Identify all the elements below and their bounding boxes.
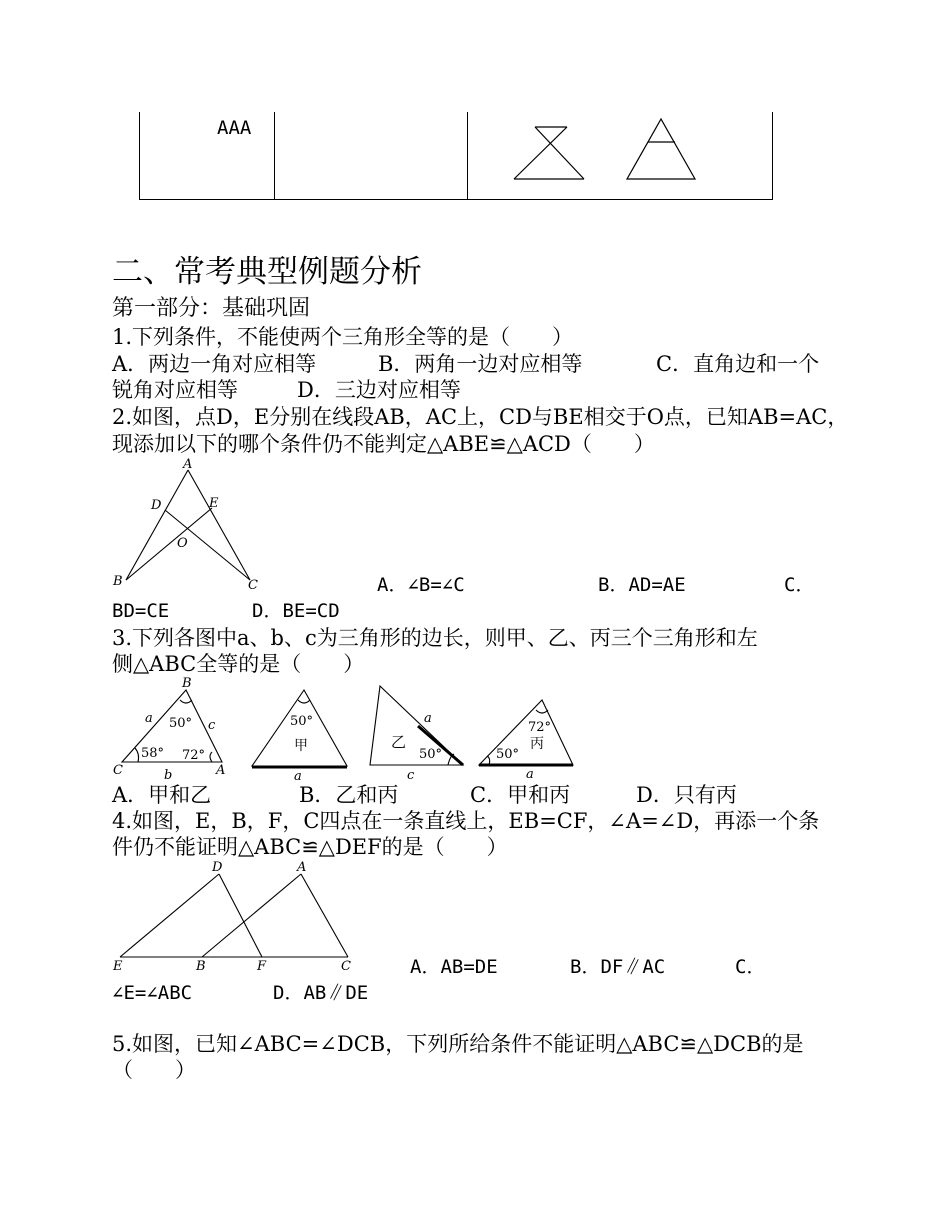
table-border-bottom bbox=[139, 199, 773, 200]
q3-yi-side-c: c bbox=[407, 768, 415, 782]
q2-fig-label-o: O bbox=[177, 536, 188, 551]
q2-option-b: B．AD=AE bbox=[598, 574, 686, 596]
q1-option-b: B．两角一边对应相等 bbox=[378, 352, 583, 376]
table-divider-2 bbox=[467, 112, 468, 200]
q2-fig-label-b: B bbox=[113, 574, 123, 589]
q3-fig-label-c: C bbox=[113, 763, 123, 778]
aaa-figures bbox=[509, 117, 709, 187]
section-title: 二、常考典型例题分析 bbox=[112, 254, 422, 290]
q1-option-a: A．两边一角对应相等 bbox=[112, 352, 317, 376]
q3-yi-side-a: a bbox=[424, 711, 432, 726]
q3-option-b: B．乙和丙 bbox=[299, 783, 399, 807]
table-cell-aaa: AAA bbox=[217, 117, 252, 139]
q4-option-c: C． bbox=[735, 956, 766, 978]
q2-option-d: D．BE=CD bbox=[252, 600, 340, 622]
q3-fig-label-b: B bbox=[182, 676, 192, 691]
q3-fig-angle-72: 72° bbox=[182, 748, 206, 763]
q3-fig-label-a: A bbox=[216, 763, 226, 778]
q4-fig-label-c: C bbox=[341, 959, 351, 974]
q4-stem-line1: 4.如图，E，B，F，C四点在一条直线上，EB=CF，∠A=∠D，再添一个条 bbox=[112, 809, 820, 833]
q3-jia-label: 甲 bbox=[294, 738, 308, 754]
table-divider-1 bbox=[274, 112, 275, 200]
q3-yi-label: 乙 bbox=[391, 733, 407, 751]
q4-option-a: A．AB=DE bbox=[410, 956, 498, 978]
q1-option-c-cont: 锐角对应相等 bbox=[112, 378, 238, 402]
q4-fig-label-f: F bbox=[257, 959, 267, 974]
q2-stem-line2: 现添加以下的哪个条件仍不能判定△ABE≌△ACD（ ） bbox=[112, 432, 655, 456]
q2-fig-label-e: E bbox=[209, 496, 219, 511]
q4-option-d: D．AB∥DE bbox=[273, 982, 369, 1004]
q3-option-a: A．甲和乙 bbox=[112, 783, 212, 807]
q1-stem: 1.下列条件，不能使两个三角形全等的是（ ） bbox=[112, 325, 574, 349]
q5-stem-line1: 5.如图，已知∠ABC=∠DCB，下列所给条件不能证明△ABC≌△DCB的是 bbox=[112, 1032, 804, 1056]
q3-bing-side-a: a bbox=[526, 767, 534, 782]
criteria-table bbox=[139, 112, 773, 200]
q3-bing-label: 丙 bbox=[530, 736, 544, 752]
q2-option-c: C． bbox=[784, 574, 815, 596]
section-subtitle: 第一部分：基础巩固 bbox=[112, 296, 311, 321]
q4-fig-label-a: A bbox=[297, 860, 307, 875]
q3-fig-side-c: c bbox=[208, 718, 216, 733]
q3-stem-line1: 3.下列各图中a、b、c为三角形的边长，则甲、乙、丙三个三角形和左 bbox=[112, 626, 758, 650]
table-border-left bbox=[139, 112, 140, 200]
q2-fig-label-d: D bbox=[151, 498, 162, 513]
q2-option-c-cont: BD=CE bbox=[112, 600, 170, 622]
q2-fig-label-a: A bbox=[183, 458, 193, 472]
q4-fig-label-e: E bbox=[113, 959, 123, 974]
q3-fig-side-a: a bbox=[145, 711, 153, 726]
q2-fig-label-c: C bbox=[248, 578, 258, 592]
q3-jia-angle-50: 50° bbox=[290, 714, 314, 729]
q3-bing-angle-72: 72° bbox=[528, 720, 552, 735]
q2-option-a: A．∠B=∠C bbox=[377, 574, 465, 596]
q3-stem-line2: 侧△ABC全等的是（ ） bbox=[112, 652, 365, 676]
q3-fig-angle-50: 50° bbox=[169, 716, 193, 731]
q1-option-d: D．三边对应相等 bbox=[297, 378, 461, 402]
q4-option-b: B．DF∥AC bbox=[570, 956, 666, 978]
q3-fig-angle-58: 58° bbox=[141, 746, 165, 761]
q3-fig-side-b: b bbox=[164, 768, 173, 782]
q4-fig-label-d: D bbox=[212, 860, 223, 875]
table-border-right bbox=[772, 112, 773, 200]
q3-option-c: C．甲和丙 bbox=[470, 783, 571, 807]
q3-yi-angle-50: 50° bbox=[419, 747, 443, 762]
q1-option-c: C．直角边和一个 bbox=[656, 352, 820, 376]
q3-bing-angle-50: 50° bbox=[496, 747, 520, 762]
q2-stem-line1: 2.如图，点D，E分别在线段AB，AC上，CD与BE相交于O点，已知AB=AC， bbox=[112, 405, 849, 429]
q5-stem-line2: （ ） bbox=[112, 1058, 196, 1082]
q3-jia-side-a: a bbox=[294, 769, 302, 782]
q2-figure bbox=[108, 458, 268, 592]
q4-figure bbox=[108, 858, 360, 976]
q4-option-c-cont: ∠E=∠ABC bbox=[112, 982, 193, 1004]
q3-figure bbox=[108, 676, 578, 782]
q3-option-d: D．只有丙 bbox=[636, 783, 737, 807]
q4-stem-line2: 件仍不能证明△ABC≌△DEF的是（ ） bbox=[112, 835, 508, 859]
q4-fig-label-b: B bbox=[196, 959, 206, 974]
